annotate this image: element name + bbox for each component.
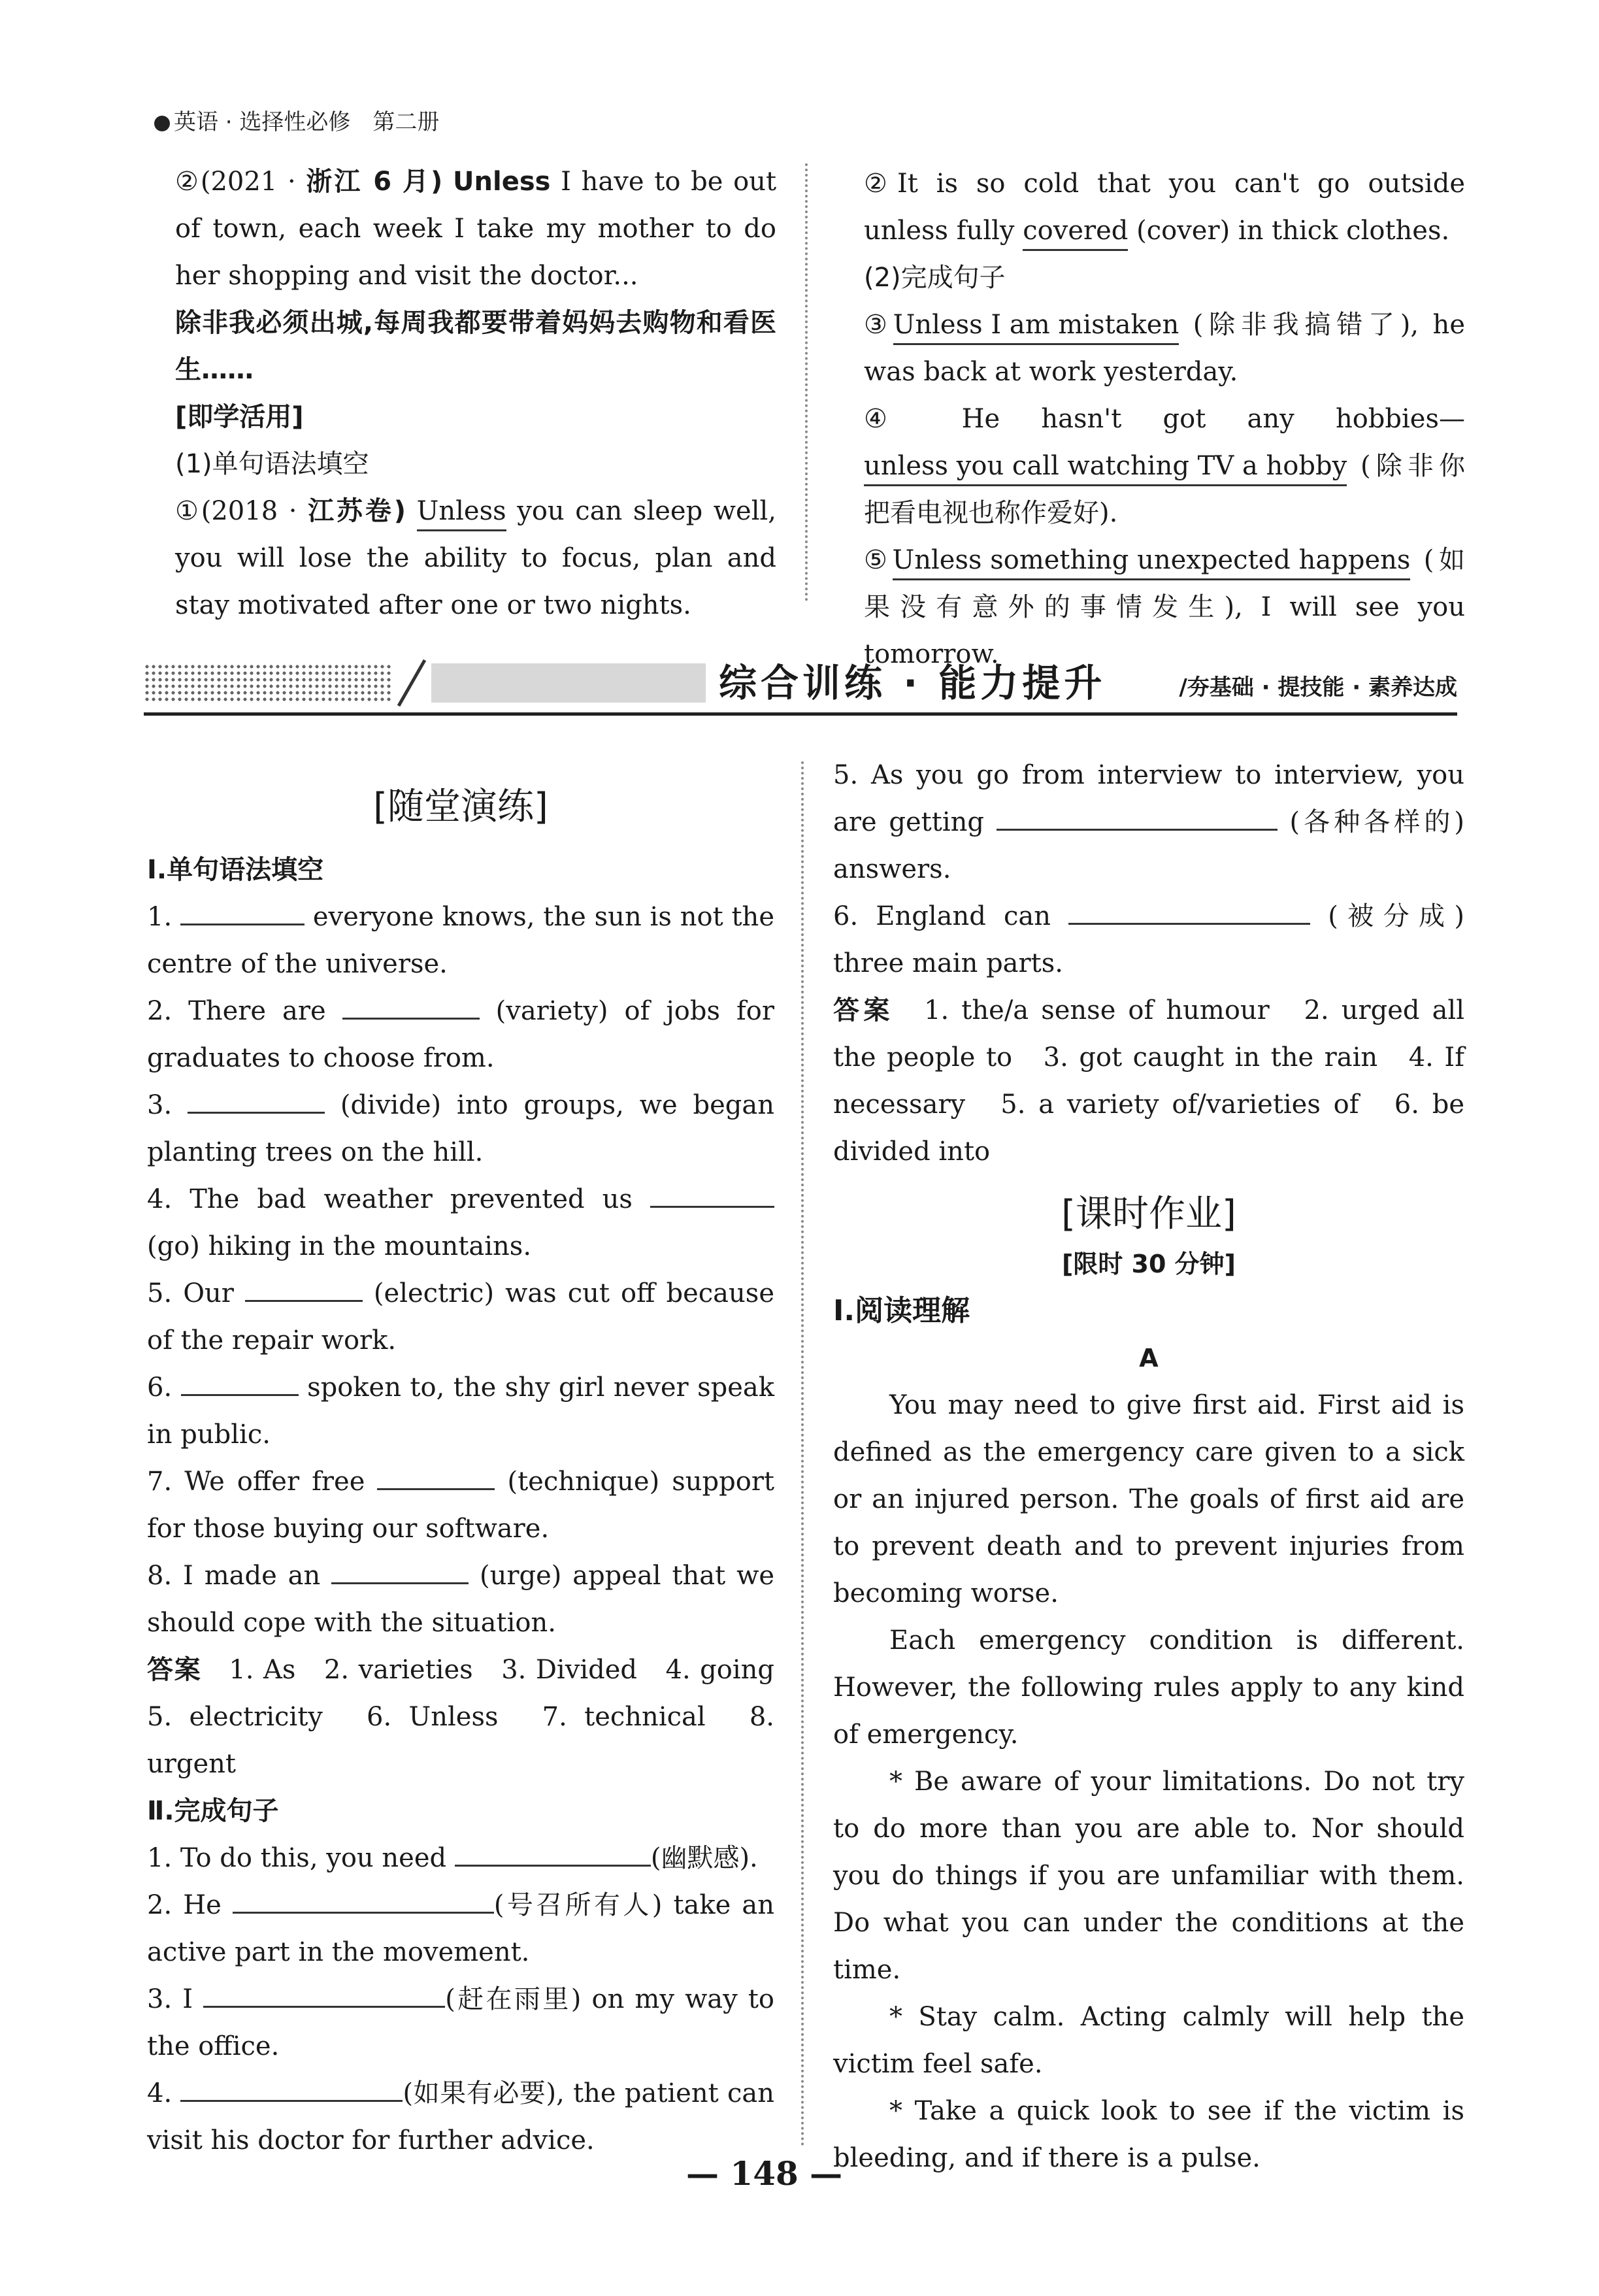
- question-3-prefix: ③: [864, 310, 893, 340]
- answer-blank: [245, 1274, 363, 1302]
- item-text-before: England can: [876, 901, 1069, 931]
- answer-blank: [233, 1886, 494, 1914]
- banner-subtitle: /夯基础 · 提技能 · 素养达成: [1179, 674, 1457, 701]
- subsection-1: (1)单句语法填空: [175, 449, 369, 479]
- answer-blank: [181, 1368, 299, 1396]
- answer-text: 1. As 2. varieties 3. Divided 4. going 5. electricity 6. Unless 7. technical 8. urgent: [147, 1655, 801, 1779]
- example-2-prefix: ②(2021 ·: [175, 167, 306, 197]
- section-banner: [144, 657, 1457, 716]
- answer-label: 答案: [833, 995, 894, 1025]
- item-text-before: He: [183, 1890, 233, 1920]
- fill-item-4: [147, 1176, 774, 1270]
- section-1-heading: Ⅰ.单句语法填空: [147, 855, 324, 885]
- answer-blank: [331, 1556, 469, 1584]
- item-text-before: There are: [188, 996, 342, 1026]
- example-2-keyword: Unless: [453, 167, 551, 197]
- item-number: 2.: [147, 1890, 184, 1920]
- answer-blank: [1068, 897, 1310, 925]
- question-4-answer: unless you call watching TV a hobby: [864, 448, 1347, 486]
- answers-1: [147, 1646, 801, 1788]
- item-number: 6.: [147, 1373, 181, 1403]
- complete-item-1: [147, 1835, 774, 1882]
- answer-label: 答案: [147, 1655, 202, 1685]
- question-1: [175, 488, 776, 629]
- complete-item-6: [833, 893, 1464, 987]
- answer-blank: [188, 1086, 325, 1114]
- item-number: 5.: [147, 1278, 184, 1308]
- fill-item-1: [147, 893, 774, 988]
- question-2: [864, 160, 1465, 254]
- banner-title: 综合训练 · 能力提升: [719, 661, 1106, 705]
- item-text-before: To do this, you need: [180, 1843, 455, 1873]
- column-divider-bottom: [801, 761, 804, 2147]
- question-5-answer: Unless something unexpected happens: [893, 542, 1411, 580]
- item-text-after: (赶在雨里) on my way to the office.: [147, 1984, 775, 2061]
- item-number: 3.: [147, 1984, 183, 2014]
- banner-gray-bar: [431, 663, 706, 703]
- fill-item-8: [147, 1552, 774, 1646]
- item-text-after: (各种各样的) answers.: [833, 807, 1464, 884]
- question-5-prefix: ⑤: [864, 545, 893, 575]
- column-divider-top: [805, 163, 808, 601]
- banner-rule: [144, 712, 1457, 716]
- question-4-text-b: (除非你把看电视也称作爱好).: [864, 451, 1465, 528]
- banner-dot-pattern: [144, 663, 392, 703]
- fill-item-6: [147, 1364, 774, 1458]
- example-2-text: I have to be out of town, each week I take my mother to do her shopping and visit the doctor...: [175, 167, 777, 291]
- answer-blank: [997, 803, 1278, 831]
- reading-section-heading: Ⅰ.阅读理解: [833, 1294, 970, 1327]
- passage-paragraph-3: * Be aware of your limitations. Do not try to do more than you are able to. Nor should you do things if you are unfamiliar with them. Do what you can under the conditions at the time.: [833, 1767, 1464, 1985]
- answer-blank: [377, 1462, 495, 1490]
- example-2-source: 浙江 6 月): [306, 167, 443, 197]
- item-text-after: everyone knows, the sun is not the centre of the universe.: [147, 902, 774, 979]
- passage-paragraph-1: You may need to give first aid. First aid is defined as the emergency care given to a sick or an injured person. The goals of first aid are to prevent death and to prevent injuries from becoming worse.: [833, 1390, 1464, 1608]
- passage-paragraph-4: * Stay calm. Acting calmly will help the victim feel safe.: [833, 2002, 1464, 2079]
- item-text-before: I: [182, 1984, 204, 2014]
- item-number: 2.: [147, 996, 189, 1026]
- answer-blank: [455, 1838, 651, 1867]
- item-text-after: (go) hiking in the mountains.: [147, 1231, 532, 1261]
- section-2-heading: Ⅱ.完成句子: [147, 1796, 279, 1826]
- item-text-after: spoken to, the shy girl never speak in public.: [147, 1373, 774, 1450]
- item-number: 1.: [147, 902, 181, 932]
- item-number: 3.: [147, 1090, 188, 1120]
- fill-item-7: [147, 1458, 774, 1552]
- homework-title: [课时作业]: [1061, 1193, 1236, 1235]
- fill-item-3: [147, 1082, 774, 1176]
- top-right-column: [864, 160, 1465, 678]
- question-3: [864, 301, 1465, 395]
- item-text-after: (如果有必要), the patient can visit his doctor for further advice.: [147, 2078, 774, 2155]
- question-4: [864, 395, 1465, 537]
- item-text-after: (幽默感).: [650, 1843, 758, 1873]
- example-2: [175, 158, 776, 299]
- section-label: [即学活用]: [175, 402, 304, 432]
- item-number: 1.: [147, 1843, 180, 1873]
- item-number: 4.: [147, 2078, 181, 2108]
- fill-item-2: [147, 988, 774, 1082]
- item-text-before: We offer free: [184, 1467, 378, 1497]
- item-number: 7.: [147, 1467, 185, 1497]
- item-text-before: The bad weather prevented us: [190, 1184, 650, 1214]
- question-1-answer: Unless: [417, 493, 506, 531]
- item-text-after: (technique) support for those buying our software.: [147, 1467, 775, 1544]
- item-number: 6.: [833, 901, 876, 931]
- question-1-source: 江苏卷): [308, 496, 406, 526]
- subsection-2: (2)完成句子: [864, 263, 1006, 293]
- passage-paragraph-2: Each emergency condition is different. However, the following rules apply to any kind of emergency.: [833, 1625, 1464, 1750]
- left-column: [147, 781, 801, 2164]
- question-3-text: (除非我搞错了), he was back at work yesterday.: [864, 310, 1465, 387]
- fill-item-5: [147, 1270, 774, 1364]
- answer-blank: [203, 1980, 445, 2008]
- question-2-answer: covered: [1023, 212, 1128, 251]
- question-5-text: (如果没有意外的事情发生), I will see you tomorrow.: [864, 545, 1466, 669]
- question-2-text-b: (cover) in thick clothes.: [1128, 216, 1450, 246]
- item-number: 5.: [833, 760, 871, 790]
- complete-item-3: [147, 1976, 774, 2070]
- example-2-translation: 除非我必须出城,每周我都要带着妈妈去购物和看医生……: [175, 308, 776, 385]
- item-text-after: (electric) was cut off because of the repair work.: [147, 1278, 774, 1356]
- right-column: [833, 752, 1464, 2182]
- top-left-column: [175, 158, 776, 629]
- item-text-after: (urge) appeal that we should cope with the situation.: [147, 1561, 774, 1638]
- practice-title: [随堂演练]: [373, 786, 548, 828]
- answer-blank: [342, 991, 480, 1020]
- item-text-before: As you go from interview to interview, you are getting: [833, 760, 1464, 837]
- complete-item-5: [833, 752, 1464, 893]
- header-text: 英语 · 选择性必修 第二册: [174, 109, 440, 135]
- item-text-after: (variety) of jobs for graduates to choose from.: [147, 996, 774, 1073]
- time-limit: [限时 30 分钟]: [1061, 1250, 1236, 1278]
- answer-blank: [180, 2074, 403, 2102]
- question-4-text-a: ④ He hasn't got any hobbies—: [864, 404, 1465, 434]
- passage-paragraph-5: * Take a quick look to see if the victim is bleeding, and if there is a pulse.: [833, 2096, 1464, 2173]
- item-text-after: (被分成) three main parts.: [833, 901, 1464, 978]
- question-1-prefix: ①(2018 ·: [175, 496, 308, 526]
- bullet-icon: [154, 116, 170, 131]
- question-2-text-a: ②It is so cold that you can't go outside unless fully: [864, 169, 1465, 246]
- question-1-text: you can sleep well, you will lose the ability to focus, plan and stay motivated after one or two nights.: [175, 496, 776, 620]
- answer-blank: [650, 1180, 774, 1208]
- page-number: — 148 —: [686, 2154, 843, 2193]
- passage-label: A: [1139, 1344, 1159, 1373]
- item-text-before: Our: [183, 1278, 245, 1308]
- item-text-after: (号召所有人) take an active part in the movement.: [147, 1890, 774, 1967]
- complete-item-4: [147, 2070, 774, 2164]
- item-number: 4.: [147, 1184, 190, 1214]
- complete-item-2: [147, 1882, 774, 1976]
- banner-slash-icon: [392, 657, 431, 709]
- answer-blank: [180, 897, 305, 925]
- answers-2: [833, 987, 1464, 1175]
- running-header: [154, 106, 439, 139]
- question-3-answer: Unless I am mistaken: [893, 307, 1179, 345]
- item-text-after: (divide) into groups, we began planting trees on the hill.: [147, 1090, 774, 1167]
- answer-text: 1. the/a sense of humour 2. urged all the people to 3. got caught in the rain 4. If necessary 5. a variety of/varieties of 6. be divided into: [833, 995, 1465, 1167]
- item-number: 8.: [147, 1561, 184, 1591]
- item-text-before: I made an: [183, 1561, 332, 1591]
